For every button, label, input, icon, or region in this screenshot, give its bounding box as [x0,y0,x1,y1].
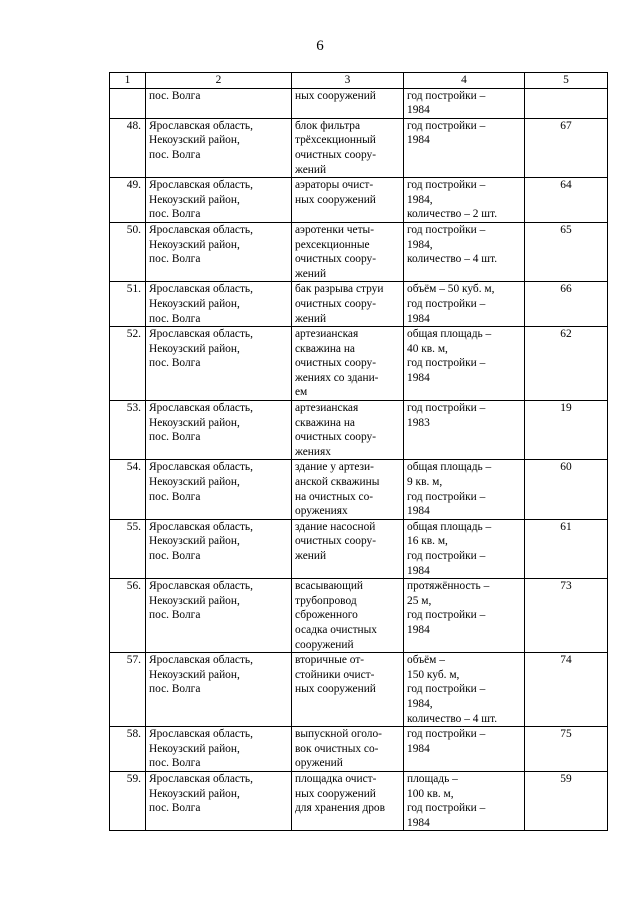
table-header-row [110,73,608,89]
row-number: 59. [110,771,146,830]
reference-number-cell [525,88,608,118]
characteristics-cell: год постройки – 1984 [404,727,525,772]
location-cell: Ярославская область, Некоузский район, пос. Волга [146,401,292,460]
reference-number-cell: 60 [525,460,608,519]
reference-number-cell: 64 [525,178,608,223]
row-number: 48. [110,118,146,177]
object-cell: блок фильтра трёхсекционный очистных соору- жений [292,118,404,177]
object-cell: артезианская скважина на очистных соору- жениях [292,401,404,460]
reference-number-cell: 67 [525,118,608,177]
characteristics-cell: год постройки – 1984 [404,88,525,118]
row-number: 58. [110,727,146,772]
reference-number-cell: 73 [525,579,608,653]
table-row [110,771,608,830]
characteristics-cell: площадь – 100 кв. м, год постройки – 1984 [404,771,525,830]
object-cell: здание насосной очистных соору- жений [292,519,404,578]
object-cell: площадка очист- ных сооружений для хранения дров [292,771,404,830]
row-number [110,88,146,118]
characteristics-cell: год постройки – 1984, количество – 4 шт. [404,222,525,281]
table-row [110,282,608,327]
object-cell: ных сооружений [292,88,404,118]
location-cell: Ярославская область, Некоузский район, пос. Волга [146,460,292,519]
table-row [110,727,608,772]
location-cell: Ярославская область, Некоузский район, пос. Волга [146,222,292,281]
characteristics-cell: общая площадь – 9 кв. м, год постройки – 1984 [404,460,525,519]
object-cell: аэраторы очист- ных сооружений [292,178,404,223]
reference-number-cell: 59 [525,771,608,830]
table-row [110,519,608,578]
table-row [110,401,608,460]
row-number: 49. [110,178,146,223]
header-cell-1: 1 [110,73,146,89]
row-number: 57. [110,653,146,727]
table-row [110,118,608,177]
object-cell: аэротенки четы- рехсекционные очистных соору- жений [292,222,404,281]
object-cell: артезианская скважина на очистных соору- жениях со здани- ем [292,327,404,401]
characteristics-cell: общая площадь – 40 кв. м, год постройки – 1984 [404,327,525,401]
reference-number-cell: 62 [525,327,608,401]
reference-number-cell: 65 [525,222,608,281]
location-cell: пос. Волга [146,88,292,118]
location-cell: Ярославская область, Некоузский район, пос. Волга [146,327,292,401]
row-number: 53. [110,401,146,460]
characteristics-cell: год постройки – 1984 [404,118,525,177]
header-cell-4: 4 [404,73,525,89]
row-number: 55. [110,519,146,578]
header-cell-3: 3 [292,73,404,89]
location-cell: Ярославская область, Некоузский район, пос. Волга [146,118,292,177]
characteristics-cell: объём – 150 куб. м, год постройки – 1984, количество – 4 шт. [404,653,525,727]
location-cell: Ярославская область, Некоузский район, пос. Волга [146,771,292,830]
location-cell: Ярославская область, Некоузский район, пос. Волга [146,727,292,772]
object-cell: бак разрыва струи очистных соору- жений [292,282,404,327]
page-number: 6 [316,38,324,54]
table-row [110,653,608,727]
header-cell-5: 5 [525,73,608,89]
location-cell: Ярославская область, Некоузский район, пос. Волга [146,282,292,327]
characteristics-cell: объём – 50 куб. м, год постройки – 1984 [404,282,525,327]
reference-number-cell: 74 [525,653,608,727]
row-number: 56. [110,579,146,653]
table-row [110,460,608,519]
characteristics-cell: год постройки – 1984, количество – 2 шт. [404,178,525,223]
characteristics-cell: год постройки – 1983 [404,401,525,460]
object-cell: здание у артези- анской скважины на очистных со- оружениях [292,460,404,519]
location-cell: Ярославская область, Некоузский район, пос. Волга [146,178,292,223]
table-row [110,222,608,281]
reference-number-cell: 19 [525,401,608,460]
reference-number-cell: 61 [525,519,608,578]
table-row [110,88,608,118]
characteristics-cell: общая площадь – 16 кв. м, год постройки – 1984 [404,519,525,578]
object-cell: всасывающий трубопровод сброженного осадка очистных сооружений [292,579,404,653]
property-table [109,72,608,831]
location-cell: Ярославская область, Некоузский район, пос. Волга [146,653,292,727]
reference-number-cell: 66 [525,282,608,327]
characteristics-cell: протяжённость – 25 м, год постройки – 1984 [404,579,525,653]
row-number: 50. [110,222,146,281]
object-cell: выпускной оголо- вок очистных со- оружений [292,727,404,772]
row-number: 54. [110,460,146,519]
table-row [110,178,608,223]
object-cell: вторичные от- стойники очист- ных сооружений [292,653,404,727]
table-row [110,327,608,401]
table-row [110,579,608,653]
location-cell: Ярославская область, Некоузский район, пос. Волга [146,579,292,653]
header-cell-2: 2 [146,73,292,89]
reference-number-cell: 75 [525,727,608,772]
location-cell: Ярославская область, Некоузский район, пос. Волга [146,519,292,578]
row-number: 51. [110,282,146,327]
row-number: 52. [110,327,146,401]
